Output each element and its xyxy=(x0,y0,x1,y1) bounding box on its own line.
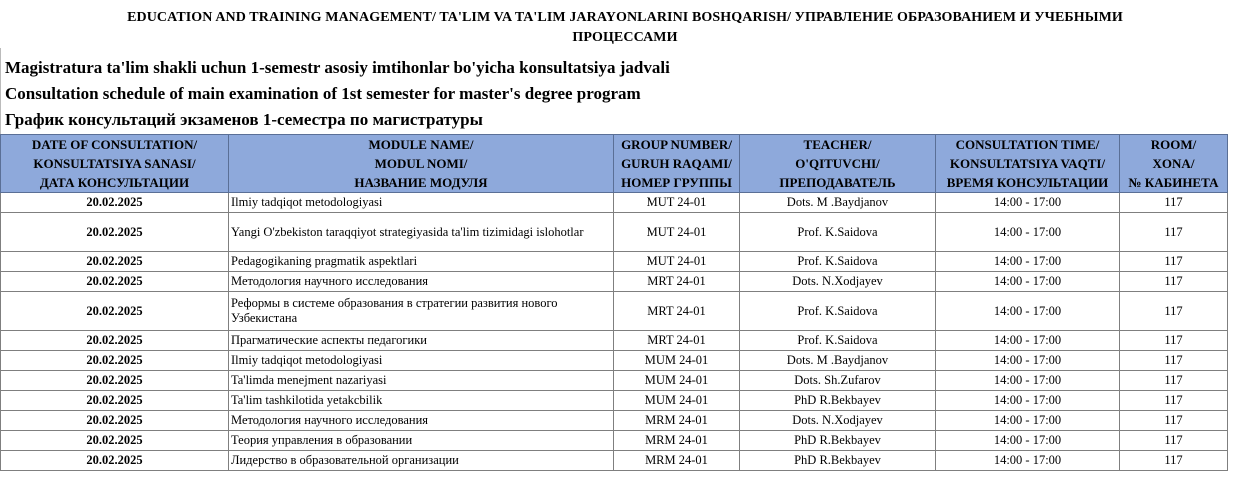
cell-teacher: Prof. K.Saidova xyxy=(740,292,936,331)
cell-time: 14:00 - 17:00 xyxy=(936,431,1120,451)
cell-module: Ta'lim tashkilotida yetakcbilik xyxy=(229,391,614,411)
cell-date: 20.02.2025 xyxy=(1,272,229,292)
table-row xyxy=(1,391,1228,411)
table-row xyxy=(1,252,1228,272)
consultation-table xyxy=(0,134,1228,471)
cell-time: 14:00 - 17:00 xyxy=(936,391,1120,411)
table-row xyxy=(1,371,1228,391)
cell-teacher: PhD R.Bekbayev xyxy=(740,451,936,471)
cell-date: 20.02.2025 xyxy=(1,371,229,391)
cell-room: 117 xyxy=(1120,431,1228,451)
subtitle-en: Consultation schedule of main examination of 1st semester for master's degree program xyxy=(5,84,641,103)
cell-teacher: Dots. N.Xodjayev xyxy=(740,411,936,431)
cell-group: MRT 24-01 xyxy=(614,331,740,351)
cell-module: Ta'limda menejment nazariyasi xyxy=(229,371,614,391)
cell-time: 14:00 - 17:00 xyxy=(936,351,1120,371)
title-line-1: EDUCATION AND TRAINING MANAGEMENT/ TA'LIM VA TA'LIM JARAYONLARINI BOSHQARISH/ УПРАВЛЕНИЕ ОБРАЗОВАНИЕМ И УЧЕБНЫМИ xyxy=(127,10,1123,25)
cell-room: 117 xyxy=(1120,272,1228,292)
table-row xyxy=(1,193,1228,213)
cell-group: MUM 24-01 xyxy=(614,391,740,411)
cell-module: Лидерство в образовательной организации xyxy=(229,451,614,471)
title-line-2: ПРОЦЕССАМИ xyxy=(572,30,678,45)
subtitle-uz: Magistratura ta'lim shakli uchun 1-semestr asosiy imtihonlar bo'yicha konsultatsiya jadvali xyxy=(5,58,670,77)
cell-date: 20.02.2025 xyxy=(1,252,229,272)
cell-date: 20.02.2025 xyxy=(1,213,229,252)
cell-date: 20.02.2025 xyxy=(1,292,229,331)
cell-room: 117 xyxy=(1120,351,1228,371)
cell-group: MUM 24-01 xyxy=(614,351,740,371)
cell-group: MUT 24-01 xyxy=(614,252,740,272)
cell-module: Методология научного исследования xyxy=(229,411,614,431)
cell-date: 20.02.2025 xyxy=(1,451,229,471)
cell-time: 14:00 - 17:00 xyxy=(936,371,1120,391)
page-title xyxy=(0,8,1250,48)
col-module-header: MODULE NAME/ MODUL NOMI/ НАЗВАНИЕ МОДУЛЯ xyxy=(229,135,614,193)
col-teacher-header: TEACHER/ O'QITUVCHI/ ПРЕПОДАВАТЕЛЬ xyxy=(740,135,936,193)
cell-time: 14:00 - 17:00 xyxy=(936,193,1120,213)
cell-date: 20.02.2025 xyxy=(1,391,229,411)
cell-module: Реформы в системе образования в стратегии развития нового Узбекистана xyxy=(229,292,614,331)
table-row xyxy=(1,411,1228,431)
cell-room: 117 xyxy=(1120,371,1228,391)
col-time-header: CONSULTATION TIME/ KONSULTATSIYA VAQTI/ ВРЕМЯ КОНСУЛЬТАЦИИ xyxy=(936,135,1120,193)
col-room-header: ROOM/ XONA/ № КАБИНЕТА xyxy=(1120,135,1228,193)
table-row xyxy=(1,431,1228,451)
cell-date: 20.02.2025 xyxy=(1,411,229,431)
table-row xyxy=(1,272,1228,292)
cell-room: 117 xyxy=(1120,411,1228,431)
cell-room: 117 xyxy=(1120,252,1228,272)
cell-module: Теория управления в образовании xyxy=(229,431,614,451)
table-row xyxy=(1,331,1228,351)
cell-date: 20.02.2025 xyxy=(1,351,229,371)
cell-teacher: Dots. M .Baydjanov xyxy=(740,193,936,213)
cell-module: Прагматические аспекты педагогики xyxy=(229,331,614,351)
cell-group: MRT 24-01 xyxy=(614,272,740,292)
cell-teacher: Dots. M .Baydjanov xyxy=(740,351,936,371)
cell-date: 20.02.2025 xyxy=(1,331,229,351)
cell-room: 117 xyxy=(1120,331,1228,351)
cell-room: 117 xyxy=(1120,391,1228,411)
cell-teacher: Prof. K.Saidova xyxy=(740,252,936,272)
cell-teacher: PhD R.Bekbayev xyxy=(740,391,936,411)
cell-date: 20.02.2025 xyxy=(1,193,229,213)
cell-teacher: Prof. K.Saidova xyxy=(740,213,936,252)
table-header-row xyxy=(1,135,1228,193)
cell-teacher: Prof. K.Saidova xyxy=(740,331,936,351)
cell-teacher: Dots. N.Xodjayev xyxy=(740,272,936,292)
cell-module: Pedagogikaning pragmatik aspektlari xyxy=(229,252,614,272)
col-date-header: DATE OF CONSULTATION/ KONSULTATSIYA SANASI/ ДАТА КОНСУЛЬТАЦИИ xyxy=(1,135,229,193)
cell-module: Ilmiy tadqiqot metodologiyasi xyxy=(229,193,614,213)
cell-time: 14:00 - 17:00 xyxy=(936,213,1120,252)
cell-date: 20.02.2025 xyxy=(1,431,229,451)
cell-group: MRM 24-01 xyxy=(614,431,740,451)
cell-group: MRM 24-01 xyxy=(614,411,740,431)
cell-room: 117 xyxy=(1120,213,1228,252)
table-body xyxy=(1,193,1228,471)
cell-time: 14:00 - 17:00 xyxy=(936,272,1120,292)
cell-group: MRT 24-01 xyxy=(614,292,740,331)
cell-time: 14:00 - 17:00 xyxy=(936,252,1120,272)
cell-room: 117 xyxy=(1120,193,1228,213)
cell-module: Yangi O'zbekiston taraqqiyot strategiyasida ta'lim tizimidagi islohotlar xyxy=(229,213,614,252)
cell-time: 14:00 - 17:00 xyxy=(936,292,1120,331)
col-group-header: GROUP NUMBER/ GURUH RAQAMI/ НОМЕР ГРУППЫ xyxy=(614,135,740,193)
subtitle-ru: График консультаций экзаменов 1-семестра по магистратуры xyxy=(5,110,483,129)
cell-group: MRM 24-01 xyxy=(614,451,740,471)
cell-group: MUT 24-01 xyxy=(614,213,740,252)
cell-room: 117 xyxy=(1120,292,1228,331)
cell-group: MUM 24-01 xyxy=(614,371,740,391)
cell-room: 117 xyxy=(1120,451,1228,471)
table-row xyxy=(1,451,1228,471)
table-row xyxy=(1,351,1228,371)
cell-group: MUT 24-01 xyxy=(614,193,740,213)
cell-module: Методология научного исследования xyxy=(229,272,614,292)
cell-time: 14:00 - 17:00 xyxy=(936,451,1120,471)
cell-time: 14:00 - 17:00 xyxy=(936,331,1120,351)
cell-teacher: PhD R.Bekbayev xyxy=(740,431,936,451)
cell-module: Ilmiy tadqiqot metodologiyasi xyxy=(229,351,614,371)
cell-teacher: Dots. Sh.Zufarov xyxy=(740,371,936,391)
table-row xyxy=(1,213,1228,252)
table-row xyxy=(1,292,1228,331)
cell-time: 14:00 - 17:00 xyxy=(936,411,1120,431)
